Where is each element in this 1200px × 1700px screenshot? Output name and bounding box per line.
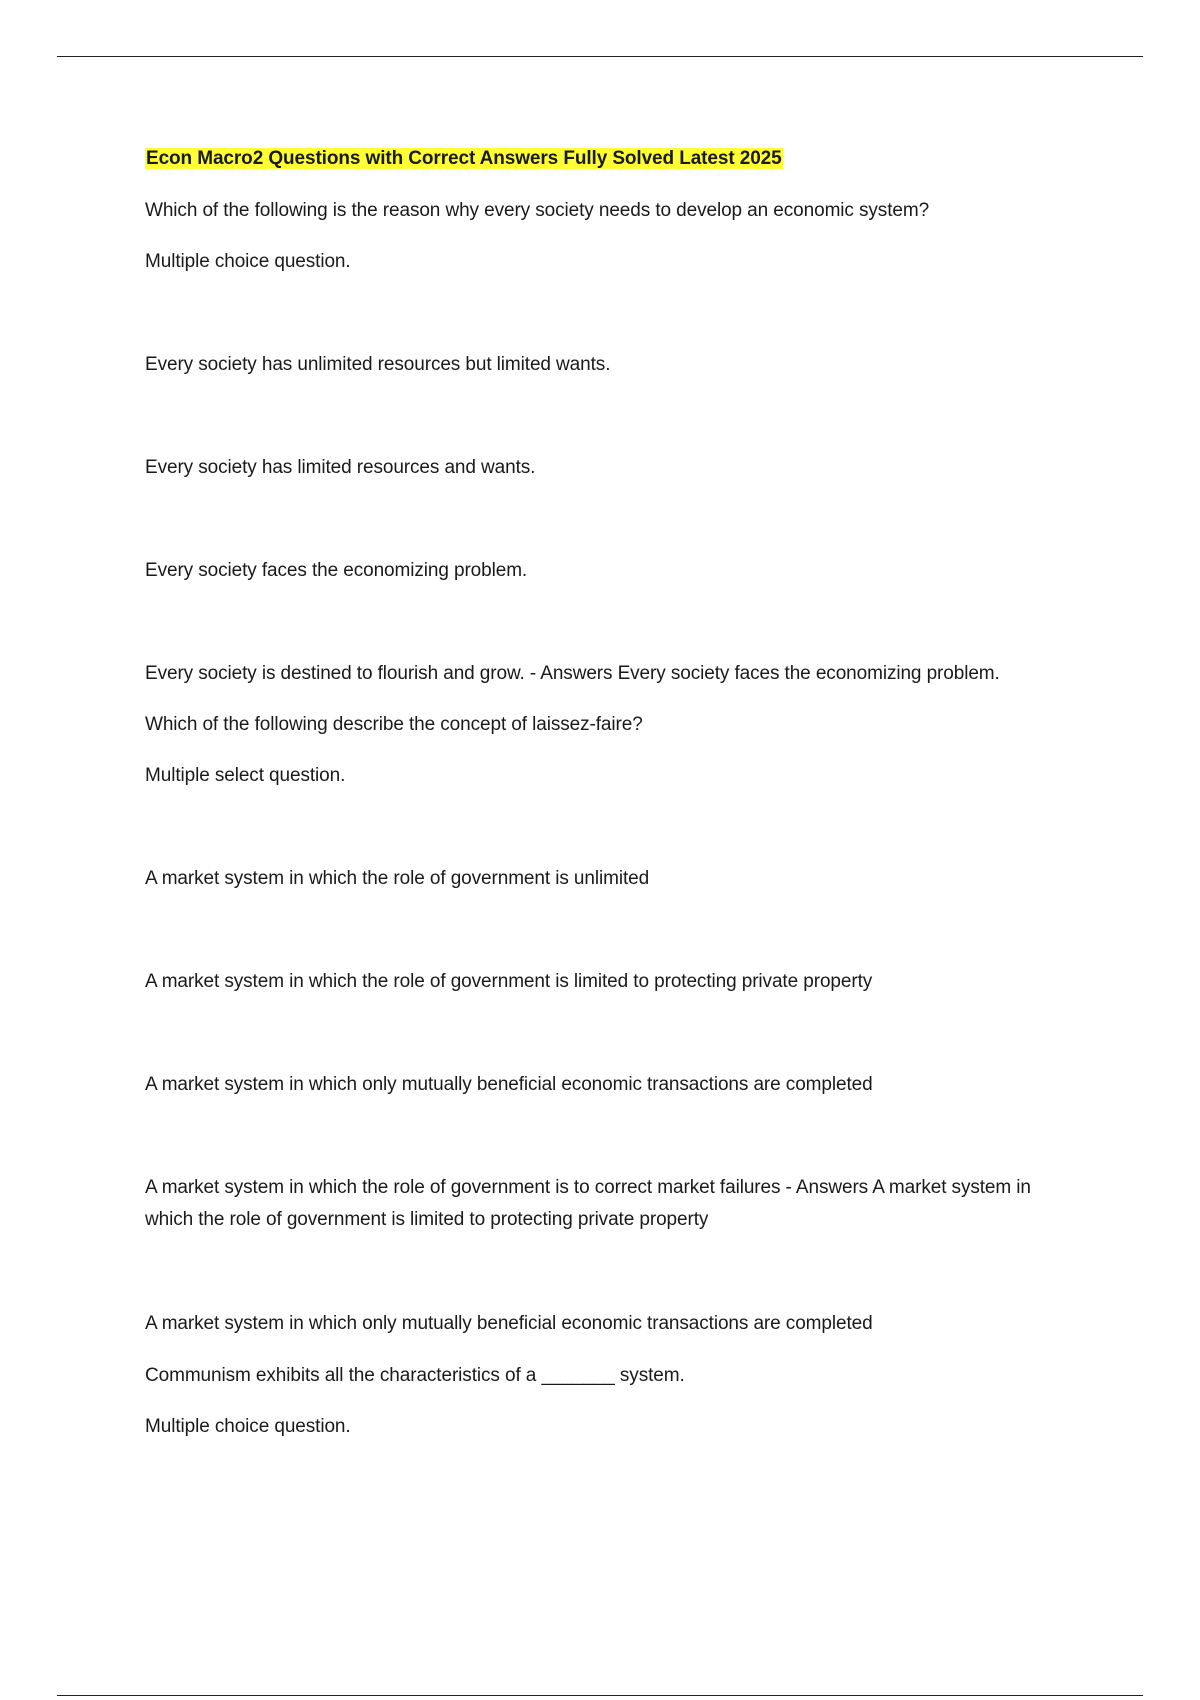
q1-option-3: Every society faces the economizing problem. bbox=[145, 560, 528, 581]
question-2-type: Multiple select question. bbox=[145, 765, 346, 786]
top-divider bbox=[57, 56, 1143, 57]
q2-answer-continued: A market system in which only mutually beneficial economic transactions are completed bbox=[145, 1313, 873, 1334]
question-3-text: Communism exhibits all the characteristics of a _______ system. bbox=[145, 1365, 685, 1386]
q1-option-4-answer: Every society is destined to flourish and grow. - Answers Every society faces the economizing problem. bbox=[145, 663, 1000, 684]
question-3-type: Multiple choice question. bbox=[145, 1416, 351, 1437]
q2-option-2: A market system in which the role of government is limited to protecting private property bbox=[145, 971, 873, 992]
question-1-type: Multiple choice question. bbox=[145, 251, 351, 272]
q2-option-3: A market system in which only mutually beneficial economic transactions are completed bbox=[145, 1074, 873, 1095]
question-2-text: Which of the following describe the concept of laissez-faire? bbox=[145, 714, 643, 735]
title-line bbox=[145, 143, 783, 175]
q2-option-1: A market system in which the role of government is unlimited bbox=[145, 868, 650, 889]
q1-option-2: Every society has limited resources and wants. bbox=[145, 457, 536, 478]
document-title: Econ Macro2 Questions with Correct Answers Fully Solved Latest 2025 bbox=[146, 148, 782, 169]
question-1-text: Which of the following is the reason why every society needs to develop an economic system? bbox=[145, 200, 930, 221]
q2-option-4-answer: A market system in which the role of government is to correct market failures - Answers A market system in which the role of government is limited to protecting private property bbox=[145, 1177, 1031, 1230]
bottom-divider bbox=[57, 1695, 1143, 1696]
q1-option-1: Every society has unlimited resources but limited wants. bbox=[145, 354, 611, 375]
